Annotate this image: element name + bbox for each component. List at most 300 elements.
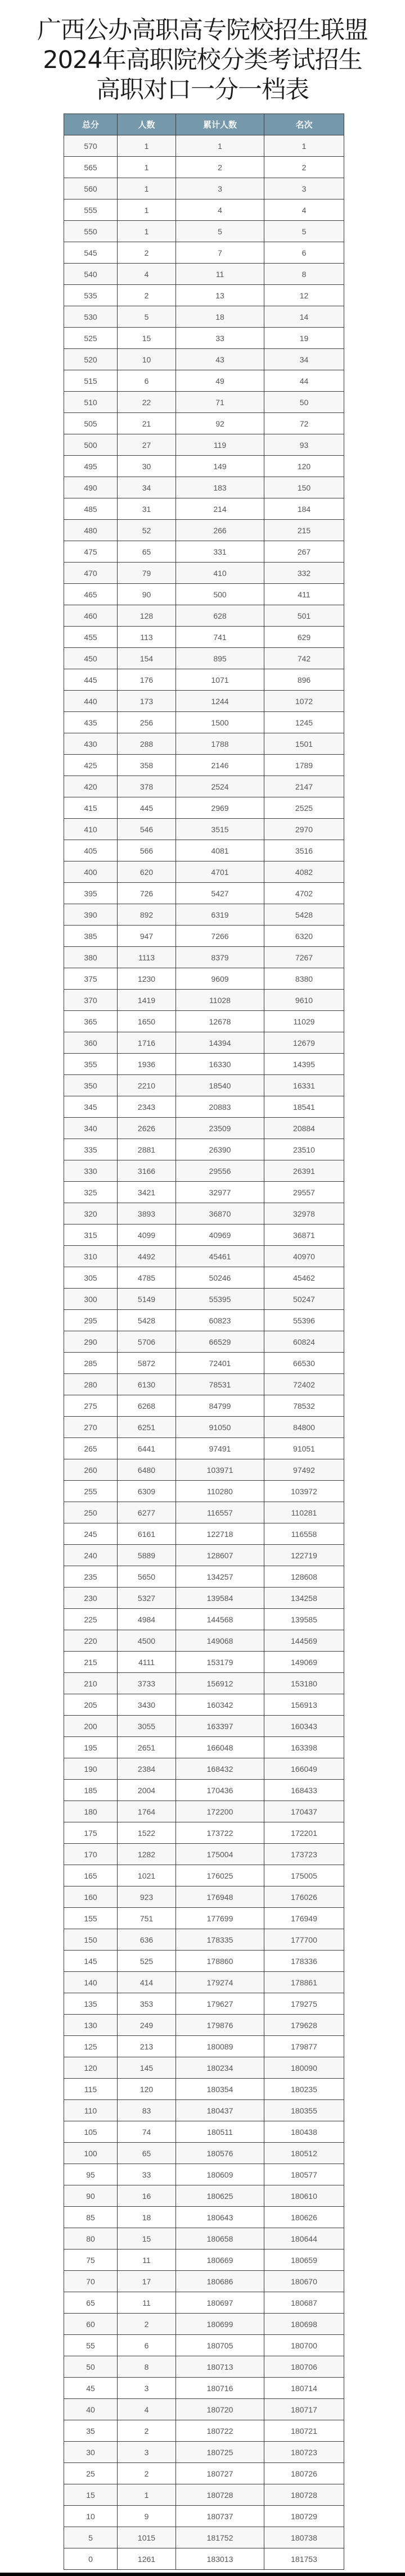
cell-rank: 18541 [264,1096,344,1118]
cell-cumulative-count: 180722 [176,2420,264,2442]
cell-count: 17 [118,2271,176,2292]
cell-cumulative-count: 156912 [176,1673,264,1694]
cell-total-score: 365 [64,1011,118,1032]
cell-total-score: 200 [64,1716,118,1737]
cell-cumulative-count: 5 [176,221,264,242]
cell-rank: 180577 [264,2164,344,2185]
cell-cumulative-count: 18540 [176,1075,264,1096]
table-row [64,1011,344,1032]
table-row [64,1886,344,1908]
cell-total-score: 500 [64,434,118,456]
cell-total-score: 340 [64,1118,118,1139]
cell-cumulative-count: 160342 [176,1694,264,1716]
cell-count: 15 [118,2228,176,2250]
cell-rank: 12679 [264,1032,344,1054]
cell-rank: 180644 [264,2228,344,2250]
cell-cumulative-count: 178860 [176,1951,264,1972]
table-row [64,819,344,840]
table-row [64,1374,344,1395]
table-row [64,456,344,477]
cell-rank: 629 [264,627,344,648]
cell-cumulative-count: 179274 [176,1972,264,1993]
title-line-1: 广西公办高职高专院校招生联盟 [37,16,368,44]
cell-cumulative-count: 71 [176,392,264,413]
cell-count: 1 [118,178,176,199]
cell-rank: 2525 [264,797,344,819]
table-row [64,178,344,199]
table-row [64,1780,344,1801]
cell-total-score: 250 [64,1502,118,1523]
cell-count: 947 [118,926,176,947]
cell-cumulative-count: 173722 [176,1822,264,1844]
cell-total-score: 420 [64,776,118,797]
cell-total-score: 530 [64,306,118,328]
cell-total-score: 335 [64,1139,118,1160]
cell-total-score: 300 [64,1289,118,1310]
cell-count: 2384 [118,1758,176,1780]
cell-rank: 180670 [264,2271,344,2292]
table-row [64,712,344,733]
cell-rank: 14395 [264,1054,344,1075]
cell-count: 6251 [118,1417,176,1438]
cell-cumulative-count: 3515 [176,819,264,840]
cell-cumulative-count: 166048 [176,1737,264,1758]
cell-cumulative-count: 180625 [176,2185,264,2207]
cell-cumulative-count: 180699 [176,2314,264,2335]
cell-count: 6268 [118,1395,176,1417]
cell-cumulative-count: 149068 [176,1630,264,1652]
cell-count: 65 [118,2143,176,2164]
cell-cumulative-count: 178335 [176,1929,264,1951]
cell-count: 31 [118,498,176,520]
cell-cumulative-count: 181752 [176,2527,264,2548]
cell-total-score: 195 [64,1737,118,1758]
cell-rank: 1245 [264,712,344,733]
cell-total-score: 40 [64,2399,118,2420]
cell-rank: 180729 [264,2506,344,2527]
cell-count: 30 [118,456,176,477]
cell-cumulative-count: 2 [176,157,264,178]
cell-cumulative-count: 500 [176,584,264,605]
cell-rank: 45462 [264,1267,344,1289]
cell-count: 9 [118,2506,176,2527]
cell-total-score: 410 [64,819,118,840]
cell-count: 1716 [118,1032,176,1054]
table-row [64,1758,344,1780]
cell-rank: 4082 [264,861,344,883]
cell-count: 378 [118,776,176,797]
cell-rank: 8 [264,264,344,285]
cell-total-score: 280 [64,1374,118,1395]
table-row [64,733,344,755]
cell-rank: 103972 [264,1481,344,1502]
cell-total-score: 560 [64,178,118,199]
cell-total-score: 390 [64,904,118,926]
cell-rank: 168433 [264,1780,344,1801]
table-row [64,1032,344,1054]
cell-cumulative-count: 14394 [176,1032,264,1054]
table-row [64,1588,344,1609]
table-row [64,1609,344,1630]
table-row [64,1395,344,1417]
cell-count: 2 [118,2420,176,2442]
cell-count: 1261 [118,2548,176,2570]
cell-total-score: 465 [64,584,118,605]
cell-count: 620 [118,861,176,883]
table-row [64,669,344,691]
table-row [64,1417,344,1438]
cell-rank: 116558 [264,1523,344,1545]
cell-cumulative-count: 33 [176,328,264,349]
cell-rank: 179877 [264,2036,344,2057]
cell-total-score: 380 [64,947,118,968]
cell-total-score: 375 [64,968,118,990]
cell-total-score: 240 [64,1545,118,1566]
table-row [64,221,344,242]
cell-rank: 1 [264,135,344,157]
table-row [64,2335,344,2356]
table-row [64,199,344,221]
table-row [64,2356,344,2378]
cell-cumulative-count: 11028 [176,990,264,1011]
table-row [64,1822,344,1844]
table-row [64,648,344,669]
table-row [64,413,344,434]
cell-rank: 411 [264,584,344,605]
table-row [64,904,344,926]
cell-count: 525 [118,1951,176,1972]
cell-rank: 180512 [264,2143,344,2164]
cell-cumulative-count: 119 [176,434,264,456]
cell-cumulative-count: 1244 [176,691,264,712]
cell-rank: 60824 [264,1331,344,1353]
cell-count: 3893 [118,1203,176,1224]
cell-cumulative-count: 92 [176,413,264,434]
cell-total-score: 75 [64,2250,118,2271]
table-row [64,1203,344,1224]
cell-rank: 3516 [264,840,344,861]
cell-rank: 1072 [264,691,344,712]
table-row [64,285,344,306]
cell-total-score: 400 [64,861,118,883]
cell-rank: 144569 [264,1630,344,1652]
cell-total-score: 145 [64,1951,118,1972]
cell-cumulative-count: 149 [176,456,264,477]
cell-total-score: 245 [64,1523,118,1545]
header-rank: 名次 [264,114,344,135]
table-row [64,1844,344,1865]
cell-total-score: 230 [64,1588,118,1609]
cell-rank: 26391 [264,1160,344,1182]
cell-count: 4 [118,2399,176,2420]
cell-rank: 29557 [264,1182,344,1203]
cell-rank: 8380 [264,968,344,990]
cell-total-score: 295 [64,1310,118,1331]
cell-total-score: 545 [64,242,118,264]
cell-cumulative-count: 183013 [176,2548,264,2570]
cell-total-score: 30 [64,2442,118,2463]
cell-cumulative-count: 176948 [176,1886,264,1908]
cell-cumulative-count: 49 [176,370,264,392]
cell-total-score: 550 [64,221,118,242]
cell-cumulative-count: 180686 [176,2271,264,2292]
table-row [64,2015,344,2036]
cell-count: 1 [118,221,176,242]
table-row [64,242,344,264]
cell-cumulative-count: 180716 [176,2378,264,2399]
header-total-score: 总分 [64,114,118,135]
cell-count: 892 [118,904,176,926]
cell-count: 1113 [118,947,176,968]
cell-rank: 110281 [264,1502,344,1523]
cell-cumulative-count: 172200 [176,1801,264,1822]
cell-cumulative-count: 1788 [176,733,264,755]
table-row [64,1908,344,1929]
cell-count: 256 [118,712,176,733]
cell-count: 1419 [118,990,176,1011]
cell-total-score: 0 [64,2548,118,2570]
cell-cumulative-count: 91050 [176,1417,264,1438]
cell-count: 6480 [118,1459,176,1481]
table-row [64,1267,344,1289]
cell-count: 2004 [118,1780,176,1801]
cell-count: 5149 [118,1289,176,1310]
cell-cumulative-count: 170436 [176,1780,264,1801]
cell-rank: 176949 [264,1908,344,1929]
table-row [64,135,344,157]
cell-rank: 128608 [264,1566,344,1588]
cell-total-score: 480 [64,520,118,541]
cell-cumulative-count: 55395 [176,1289,264,1310]
cell-rank: 170437 [264,1801,344,1822]
cell-rank: 2 [264,157,344,178]
table-row [64,2506,344,2527]
cell-total-score: 170 [64,1844,118,1865]
cell-count: 6 [118,2335,176,2356]
cell-cumulative-count: 7266 [176,926,264,947]
table-row [64,1865,344,1886]
table-row [64,157,344,178]
table-row [64,1716,344,1737]
table-row [64,1481,344,1502]
cell-total-score: 305 [64,1267,118,1289]
cell-count: 3 [118,2378,176,2399]
table-row [64,627,344,648]
cell-rank: 742 [264,648,344,669]
cell-count: 1 [118,2484,176,2506]
document-title [0,16,405,105]
cell-rank: 180355 [264,2100,344,2121]
cell-cumulative-count: 18 [176,306,264,328]
cell-total-score: 430 [64,733,118,755]
cell-total-score: 175 [64,1822,118,1844]
cell-total-score: 95 [64,2164,118,2185]
cell-cumulative-count: 72401 [176,1353,264,1374]
cell-total-score: 15 [64,2484,118,2506]
cell-count: 726 [118,883,176,904]
cell-count: 353 [118,1993,176,2015]
cell-rank: 180706 [264,2356,344,2378]
cell-count: 11 [118,2250,176,2271]
cell-rank: 179275 [264,1993,344,2015]
cell-total-score: 355 [64,1054,118,1075]
table-row [64,861,344,883]
cell-count: 5872 [118,1353,176,1374]
cell-count: 751 [118,1908,176,1929]
cell-total-score: 505 [64,413,118,434]
cell-total-score: 225 [64,1609,118,1630]
cell-count: 2 [118,2463,176,2484]
cell-total-score: 35 [64,2420,118,2442]
cell-rank: 149069 [264,1652,344,1673]
bottom-edge-bar [0,2573,405,2576]
cell-cumulative-count: 40969 [176,1224,264,1246]
table-row [64,776,344,797]
table-row [64,2484,344,2506]
table-row [64,2548,344,2570]
cell-rank: 156913 [264,1694,344,1716]
cell-total-score: 155 [64,1908,118,1929]
cell-rank: 180438 [264,2121,344,2143]
cell-count: 8 [118,2356,176,2378]
cell-cumulative-count: 163397 [176,1716,264,1737]
cell-rank: 84800 [264,1417,344,1438]
cell-count: 15 [118,328,176,349]
cell-total-score: 190 [64,1758,118,1780]
cell-total-score: 415 [64,797,118,819]
table-row [64,605,344,627]
cell-cumulative-count: 50246 [176,1267,264,1289]
cell-rank: 179628 [264,2015,344,2036]
cell-cumulative-count: 179876 [176,2015,264,2036]
cell-count: 1282 [118,1844,176,1865]
cell-rank: 120 [264,456,344,477]
table-row [64,2185,344,2207]
cell-total-score: 350 [64,1075,118,1096]
cell-count: 566 [118,840,176,861]
table-row [64,883,344,904]
cell-total-score: 10 [64,2506,118,2527]
cell-rank: 180626 [264,2207,344,2228]
cell-cumulative-count: 180697 [176,2292,264,2314]
cell-cumulative-count: 1 [176,135,264,157]
cell-total-score: 120 [64,2057,118,2079]
cell-cumulative-count: 103971 [176,1459,264,1481]
table-row [64,1993,344,2015]
cell-count: 1764 [118,1801,176,1822]
cell-rank: 180721 [264,2420,344,2442]
cell-cumulative-count: 36870 [176,1203,264,1224]
table-row [64,1929,344,1951]
cell-count: 128 [118,605,176,627]
cell-count: 74 [118,2121,176,2143]
cell-cumulative-count: 168432 [176,1758,264,1780]
cell-count: 6441 [118,1438,176,1459]
cell-total-score: 515 [64,370,118,392]
table-row [64,1566,344,1588]
table-row [64,1289,344,1310]
cell-total-score: 360 [64,1032,118,1054]
cell-cumulative-count: 410 [176,563,264,584]
cell-count: 4984 [118,1609,176,1630]
cell-rank: 9610 [264,990,344,1011]
cell-total-score: 440 [64,691,118,712]
cell-rank: 5428 [264,904,344,926]
cell-total-score: 100 [64,2143,118,2164]
table-row [64,1801,344,1822]
cell-cumulative-count: 1071 [176,669,264,691]
cell-rank: 178861 [264,1972,344,1993]
cell-total-score: 115 [64,2079,118,2100]
cell-rank: 180714 [264,2378,344,2399]
table-row [64,2057,344,2079]
cell-count: 636 [118,1929,176,1951]
cell-total-score: 345 [64,1096,118,1118]
cell-count: 6309 [118,1481,176,1502]
cell-cumulative-count: 180437 [176,2100,264,2121]
cell-count: 2 [118,2314,176,2335]
cell-count: 2 [118,242,176,264]
cell-total-score: 90 [64,2185,118,2207]
cell-rank: 501 [264,605,344,627]
cell-rank: 178336 [264,1951,344,1972]
table-row [64,990,344,1011]
cell-count: 1 [118,199,176,221]
cell-count: 21 [118,413,176,434]
cell-cumulative-count: 122718 [176,1523,264,1545]
cell-rank: 12 [264,285,344,306]
table-row [64,520,344,541]
cell-cumulative-count: 5427 [176,883,264,904]
cell-count: 2343 [118,1096,176,1118]
cell-total-score: 180 [64,1801,118,1822]
cell-cumulative-count: 12678 [176,1011,264,1032]
cell-rank: 6320 [264,926,344,947]
cell-cumulative-count: 179627 [176,1993,264,2015]
cell-count: 5327 [118,1588,176,1609]
cell-count: 1230 [118,968,176,990]
cell-total-score: 490 [64,477,118,498]
cell-total-score: 110 [64,2100,118,2121]
table-row [64,2121,344,2143]
cell-rank: 180723 [264,2442,344,2463]
cell-rank: 72402 [264,1374,344,1395]
cell-total-score: 385 [64,926,118,947]
cell-cumulative-count: 895 [176,648,264,669]
cell-rank: 153180 [264,1673,344,1694]
cell-rank: 72 [264,413,344,434]
table-row [64,1737,344,1758]
cell-rank: 180738 [264,2527,344,2548]
cell-rank: 91051 [264,1438,344,1459]
cell-rank: 4 [264,199,344,221]
cell-total-score: 135 [64,1993,118,2015]
table-row [64,1545,344,1566]
table-row [64,328,344,349]
cell-total-score: 5 [64,2527,118,2548]
table-header-row [64,114,344,135]
cell-cumulative-count: 180727 [176,2463,264,2484]
cell-cumulative-count: 3 [176,178,264,199]
cell-rank: 180700 [264,2335,344,2356]
table-row [64,1096,344,1118]
cell-count: 3 [118,2442,176,2463]
cell-total-score: 370 [64,990,118,1011]
cell-total-score: 210 [64,1673,118,1694]
cell-rank: 40970 [264,1246,344,1267]
cell-cumulative-count: 153179 [176,1652,264,1673]
table-row [64,1523,344,1545]
